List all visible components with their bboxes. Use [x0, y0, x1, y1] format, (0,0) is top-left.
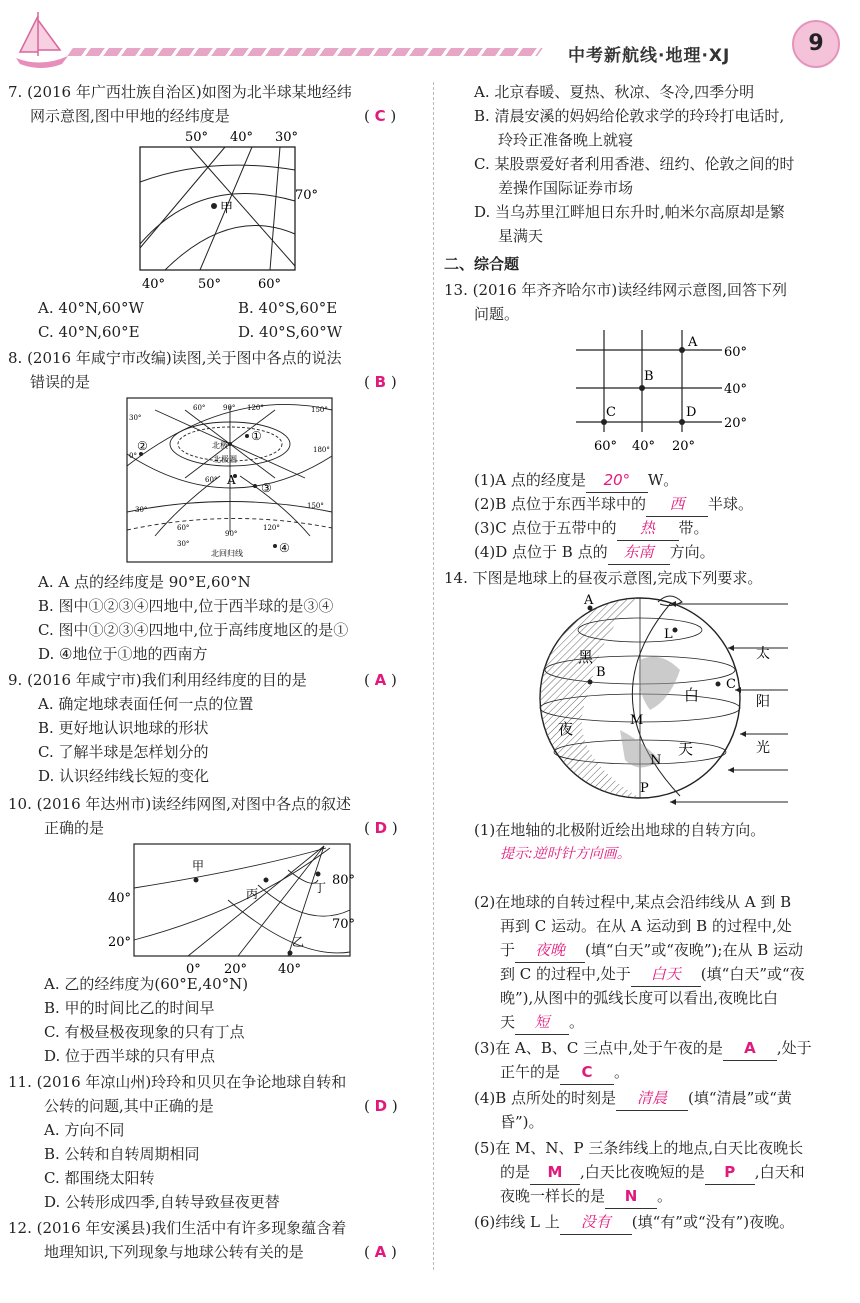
q7-option-d: D. 40°S,60°W — [238, 323, 343, 341]
q8-lon-label: 0° — [129, 452, 137, 460]
q13-right-label: 40° — [724, 382, 748, 397]
q14-stem: 14. 下图是地球上的昼夜示意图,完成下列要求。 — [444, 569, 763, 587]
q14-label-ye: 夜 — [558, 720, 574, 738]
q11-option-d: D. 公转形成四季,自转导致昼夜更替 — [44, 1193, 280, 1211]
q10-option-c: C. 有极昼极夜现象的只有丁点 — [44, 1023, 245, 1041]
q7-bottom-label: 50° — [198, 277, 222, 292]
q7-option-c: C. 40°N,60°E — [38, 323, 140, 341]
q13-sub2: (2)B 点位于东西半球中的 西 半球。 — [474, 492, 753, 517]
q7-top-label: 40° — [230, 130, 254, 145]
q8-stem-1: 8. (2016 年咸宁市改编)读图,关于图中各点的说法 — [8, 349, 342, 367]
q14-sub4-line2: 昏”)。 — [500, 1113, 544, 1131]
q7-top-label: 50° — [185, 130, 209, 145]
q14-label-n: N — [650, 753, 662, 768]
q10-answer: ( D ) — [364, 819, 398, 837]
q8-mark-3: ③ — [261, 481, 272, 495]
q10-left-label: 40° — [108, 891, 132, 906]
q14-sub2-line3: 于 夜晚 (填“白天”或“夜晚”);在从 B 运动 — [500, 938, 803, 963]
q11-option-b: B. 公转和自转周期相同 — [44, 1145, 200, 1163]
q12-stem-2: 地理知识,下列现象与地球公转有关的是 — [44, 1243, 304, 1261]
q11-stem-1: 11. (2016 年凉山州)玲玲和贝贝在争论地球自转和 — [8, 1073, 347, 1091]
q14-label-a: A — [584, 593, 594, 608]
q8-polar-figure — [125, 396, 335, 566]
q8-lon-label: 60° — [193, 404, 206, 412]
q9-option-c: C. 了解半球是怎样划分的 — [38, 743, 209, 761]
q12-option-a: A. 北京春暖、夏热、秋凉、冬冷,四季分明 — [474, 83, 755, 101]
q7-stem-1: 7. (2016 年广西壮族自治区)如图为北半球某地经纬 — [8, 83, 352, 101]
q8-lat-label: 30° — [177, 540, 190, 548]
q9-option-d: D. 认识经纬线长短的变化 — [38, 767, 210, 785]
q13-stem-2: 问题。 — [474, 305, 520, 323]
q13-point-b: B — [644, 369, 654, 384]
q8-lon-label: 30° — [135, 506, 148, 514]
q14-sub5-answer2: P — [705, 1160, 755, 1185]
q14-sub6: (6)纬线 L 上 没有 (填“有”或“没有”)夜晚。 — [474, 1210, 794, 1235]
q7-option-a: A. 40°N,60°W — [38, 299, 144, 317]
q12-stem-1: 12. (2016 年安溪县)我们生活中有许多现象蕴含着 — [8, 1219, 347, 1237]
q14-sub4-line1: (4)B 点所处的时刻是 清晨 (填“清晨”或“黄 — [474, 1086, 792, 1111]
q14-sun-label: 阳 — [756, 694, 770, 710]
q14-sub3-line2: 正午的是 C 。 — [500, 1060, 629, 1085]
q12-answer: ( A ) — [364, 1243, 397, 1261]
q14-hint: 提示:逆时针方向画。 — [500, 846, 631, 862]
q14-sun-label: 光 — [756, 740, 770, 756]
q10-point-jia: 甲 — [192, 859, 205, 873]
q10-point-bing: 丙 — [246, 887, 259, 901]
q14-label-l: L — [664, 627, 673, 642]
q14-sub5-line1: (5)在 M、N、P 三条纬线上的地点,白天比夜晚长 — [474, 1139, 804, 1157]
q14-sub3-line1: (3)在 A、B、C 三点中,处于午夜的是 A ,处于 — [474, 1036, 812, 1061]
q8-point-a: A — [227, 473, 236, 487]
q10-bottom-label: 20° — [224, 962, 248, 977]
q12-option-b-2: 玲玲正准备晚上就寝 — [498, 131, 634, 149]
q8-lon-label: 120° — [247, 404, 264, 412]
q10-option-a: A. 乙的经纬度为(60°E,40°N) — [44, 975, 249, 993]
q14-sun-label: 太 — [756, 646, 770, 662]
q14-sub6-answer: 没有 — [560, 1210, 632, 1235]
q7-bottom-label: 60° — [258, 277, 282, 292]
q12-option-c-2: 差操作国际证券市场 — [498, 179, 634, 197]
q8-arctic-circle-label: 北极圈 — [213, 455, 237, 464]
q11-answer: ( D ) — [364, 1097, 398, 1115]
q10-graticule-figure — [108, 840, 370, 978]
q13-sub2-answer: 西 — [646, 492, 708, 517]
q13-point-d: D — [686, 405, 697, 420]
q7-right-label: 70° — [295, 188, 319, 203]
q13-right-label: 20° — [724, 416, 748, 431]
q10-option-d: D. 位于西半球的只有甲点 — [44, 1047, 216, 1065]
q10-right-label: 80° — [332, 873, 356, 888]
q8-lon-label: 120° — [263, 524, 280, 532]
q9-stem: 9. (2016 年咸宁市)我们利用经纬度的目的是 — [8, 671, 307, 689]
q11-stem-2: 公转的问题,其中正确的是 — [44, 1097, 214, 1115]
q14-sub5-line3: 夜晚一样长的是 N 。 — [500, 1184, 672, 1209]
q13-sub3-answer: 热 — [617, 516, 679, 541]
q14-sub2-line1: (2)在地球的自转过程中,某点会沿纬线从 A 到 B — [474, 893, 792, 911]
q7-bottom-label: 40° — [142, 277, 166, 292]
q10-bottom-label: 40° — [278, 962, 302, 977]
q8-lon-label: 90° — [225, 530, 238, 538]
q8-lon-label: 90° — [223, 404, 236, 412]
q14-sub5-answer3: N — [605, 1184, 657, 1209]
q14-sub3-answer1: A — [723, 1036, 777, 1061]
q14-label-bai: 白 — [684, 686, 700, 704]
q11-option-a: A. 方向不同 — [44, 1121, 125, 1139]
q7-top-label: 30° — [275, 130, 299, 145]
q10-point-yi: 乙 — [292, 935, 305, 949]
q12-option-b-1: B. 清晨安溪的妈妈给伦敦求学的玲玲打电话时, — [474, 107, 785, 125]
q10-option-b: B. 甲的时间比乙的时间早 — [44, 999, 215, 1017]
q12-option-d-1: D. 当乌苏里江畔旭日东升时,帕米尔高原却是繁 — [474, 203, 785, 221]
section-heading: 二、综合题 — [444, 255, 520, 273]
q14-day-night-figure — [530, 590, 790, 812]
q8-lon-label: 150° — [311, 406, 328, 414]
q7-answer: ( C ) — [364, 107, 397, 125]
page-header — [0, 0, 860, 80]
q7-option-b: B. 40°S,60°E — [238, 299, 338, 317]
q8-mark-4: ④ — [279, 541, 290, 555]
q14-sub3-answer2: C — [560, 1060, 614, 1085]
q8-lon-label: 180° — [313, 446, 330, 454]
q9-answer: ( A ) — [364, 671, 397, 689]
q10-right-label: 70° — [332, 917, 356, 932]
q14-sub2-line5: 晚”),从图中的弧线长度可以看出,夜晚比白 — [500, 989, 779, 1007]
q9-option-b: B. 更好地认识地球的形状 — [38, 719, 209, 737]
q8-mark-2: ② — [137, 439, 148, 453]
q10-bottom-label: 0° — [186, 962, 201, 977]
q8-tropic-label: 北回归线 — [211, 549, 243, 558]
header-decoration — [67, 48, 543, 56]
series-title: 中考新航线·地理·XJ — [568, 46, 731, 66]
q8-lon-label: 60° — [177, 524, 190, 532]
q8-option-a: A. A 点的经纬度是 90°E,60°N — [38, 573, 251, 591]
q8-option-b: B. 图中①②③④四地中,位于西半球的是③④ — [38, 597, 334, 615]
q12-option-c-1: C. 某股票爱好者利用香港、纽约、伦敦之间的时 — [474, 155, 795, 173]
q14-sub2-answer1: 夜晚 — [515, 938, 585, 963]
q14-sub2-line2: 再到 C 运动。在从 A 运动到 B 的过程中,处 — [500, 917, 792, 935]
q13-sub4-answer: 东南 — [608, 540, 670, 565]
q14-sub2-line4: 到 C 的过程中,处于 白天 (填“白天”或“夜 — [500, 962, 805, 987]
q10-stem-2: 正确的是 — [44, 819, 105, 837]
sailboat-logo-icon — [8, 6, 74, 72]
q7-stem-2: 网示意图,图中甲地的经纬度是 — [30, 107, 230, 125]
q8-answer: ( B ) — [364, 373, 397, 391]
q8-lon-label: 30° — [129, 414, 142, 422]
q13-point-c: C — [606, 405, 616, 420]
q14-sub2-line6: 天 短 。 — [500, 1010, 584, 1035]
q14-sub1: (1)在地轴的北极附近绘出地球的自转方向。 — [474, 821, 766, 839]
q9-option-a: A. 确定地球表面任何一点的位置 — [38, 695, 254, 713]
q8-option-c: C. 图中①②③④四地中,位于高纬度地区的是① — [38, 621, 349, 639]
q8-stem-2: 错误的是 — [30, 373, 91, 391]
q14-label-m: M — [630, 713, 644, 728]
q14-sub5-line2: 的是 M ,白天比夜晚短的是 P ,白天和 — [500, 1160, 805, 1185]
q14-label-hei: 黑 — [578, 648, 594, 666]
q11-option-c: C. 都围绕太阳转 — [44, 1169, 155, 1187]
q7-graticule-figure — [130, 126, 330, 296]
q7-point-jia: 甲 — [220, 201, 234, 216]
q13-bottom-label: 40° — [632, 439, 656, 454]
q13-bottom-label: 60° — [594, 439, 618, 454]
column-divider — [433, 82, 434, 1270]
q8-option-d: D. ④地位于①地的西南方 — [38, 645, 208, 663]
q13-bottom-label: 20° — [672, 439, 696, 454]
q14-sub5-answer1: M — [530, 1160, 580, 1185]
q13-sub1-answer: 20° — [586, 468, 648, 493]
q14-sub2-answer3: 短 — [515, 1010, 569, 1035]
q8-mark-1: ① — [251, 429, 262, 443]
q13-sub1: (1)A 点的经度是 20° W。 — [474, 468, 678, 493]
q14-label-tian: 天 — [678, 740, 694, 758]
q13-right-label: 60° — [724, 345, 748, 360]
q8-north-pole-label: 北极 — [212, 441, 228, 450]
q10-point-ding: 丁 — [314, 881, 327, 895]
page-number: 9 — [792, 20, 840, 68]
q14-label-c: C — [726, 677, 736, 692]
q13-stem-1: 13. (2016 年齐齐哈尔市)读经纬网示意图,回答下列 — [444, 281, 788, 299]
q14-sub2-answer2: 白天 — [631, 962, 701, 987]
q10-stem-1: 10. (2016 年达州市)读经纬网图,对图中各点的叙述 — [8, 795, 352, 813]
q12-option-d-2: 星满天 — [498, 227, 544, 245]
q13-sub4: (4)D 点位于 B 点的 东南 方向。 — [474, 540, 715, 565]
q13-sub3: (3)C 点位于五带中的 热 带。 — [474, 516, 709, 541]
q14-label-p: P — [640, 781, 649, 796]
q14-sub4-answer: 清晨 — [616, 1086, 688, 1111]
q8-lon-label: 150° — [307, 502, 324, 510]
q10-left-label: 20° — [108, 935, 132, 950]
q13-point-a: A — [688, 335, 698, 350]
q13-grid-figure — [572, 326, 772, 466]
q8-lat-label: 60° — [205, 476, 218, 484]
q14-label-b: B — [596, 665, 606, 680]
